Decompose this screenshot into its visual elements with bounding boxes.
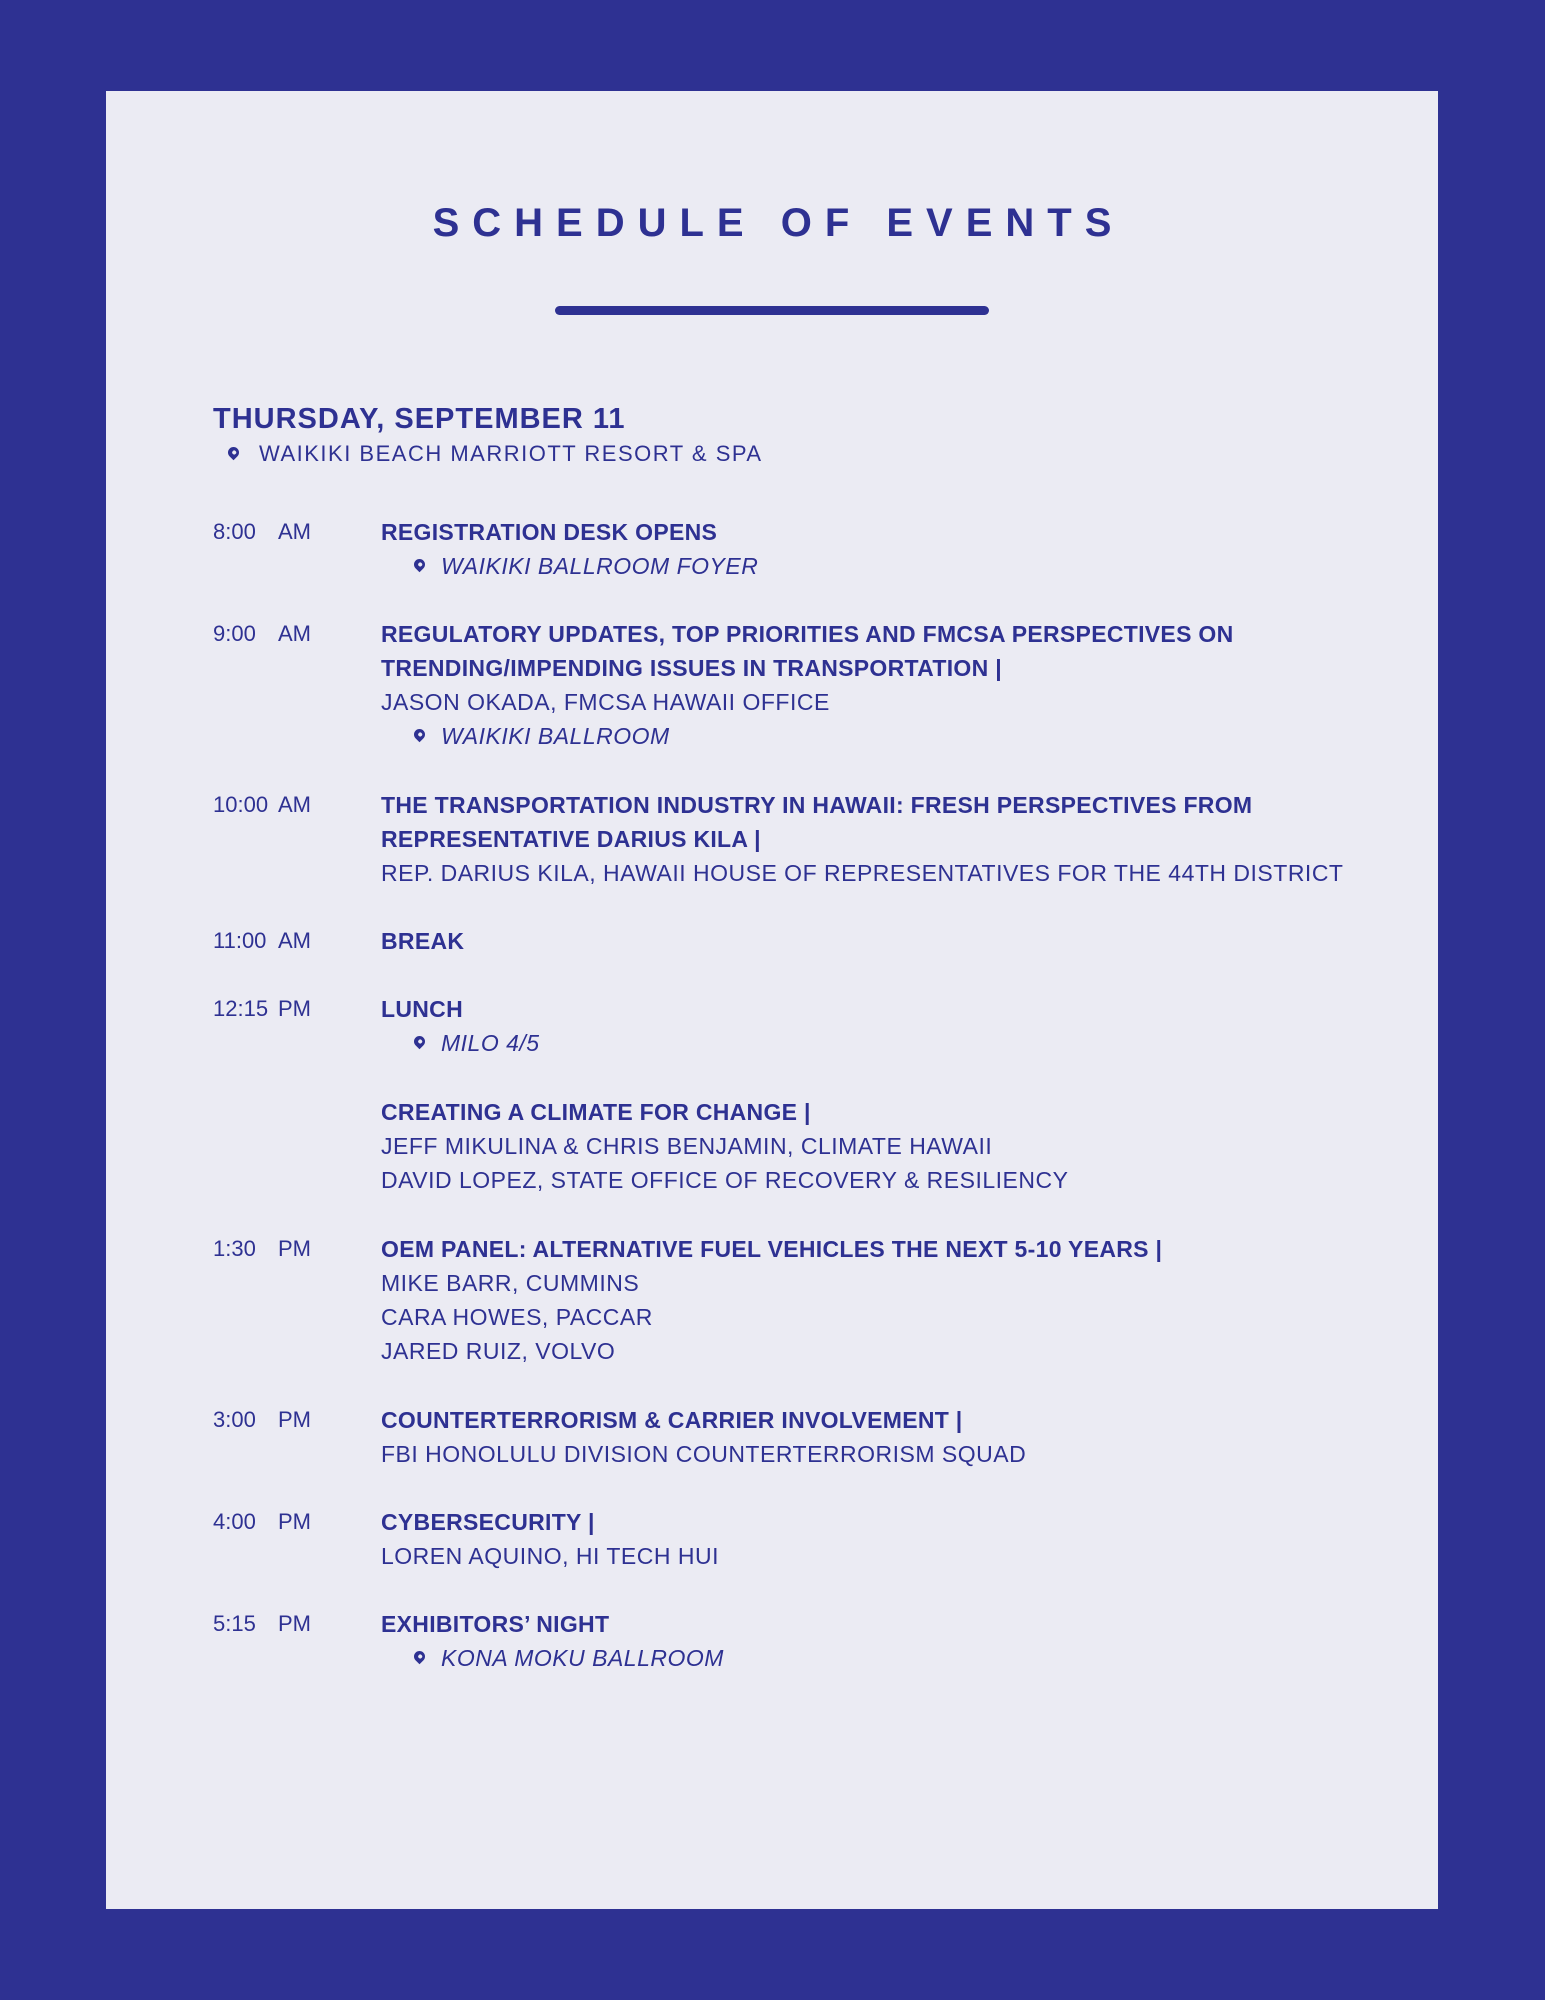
event-speaker: JARED RUIZ, VOLVO	[381, 1338, 616, 1364]
event-speaker: FBI HONOLULU DIVISION COUNTERTERRORISM SQUAD	[381, 1441, 1027, 1467]
event-time	[213, 1505, 363, 1539]
event-content	[381, 515, 1421, 583]
event-title: CREATING A CLIMATE FOR CHANGE |	[381, 1099, 811, 1125]
map-pin-icon	[226, 444, 242, 460]
event-time	[213, 1403, 363, 1437]
event-time	[213, 992, 363, 1026]
event-time-ampm: PM	[278, 1407, 311, 1432]
map-pin-icon	[412, 1033, 428, 1049]
event-title-line: REGULATORY UPDATES, TOP PRIORITIES AND FMCSA PERSPECTIVES ON	[381, 621, 1234, 647]
event-content	[381, 992, 1421, 1060]
event-time-ampm: AM	[278, 519, 311, 544]
event-speaker: JASON OKADA, FMCSA HAWAII OFFICE	[381, 689, 830, 715]
schedule-page	[106, 91, 1438, 1909]
event-time-value: 5:15	[213, 1611, 256, 1636]
event-title: EXHIBITORS’ NIGHT	[381, 1611, 610, 1637]
event-time-ampm: PM	[278, 996, 311, 1021]
event-time-value: 1:30	[213, 1236, 256, 1261]
event-time	[213, 924, 363, 958]
event-time-ampm: AM	[278, 792, 311, 817]
event-time-value: 10:00	[213, 792, 269, 817]
event-time-ampm: PM	[278, 1236, 311, 1261]
event-location	[381, 549, 1421, 583]
event-time-ampm: PM	[278, 1509, 311, 1534]
event-time-value: 12:15	[213, 996, 269, 1021]
event-title: OEM PANEL: ALTERNATIVE FUEL VEHICLES THE NEXT 5-10 YEARS |	[381, 1236, 1163, 1262]
event-speaker: DAVID LOPEZ, STATE OFFICE OF RECOVERY & RESILIENCY	[381, 1167, 1069, 1193]
title-underline	[555, 306, 989, 315]
day-heading: THURSDAY, SEPTEMBER 11	[213, 403, 626, 435]
map-pin-icon	[412, 556, 428, 572]
event-location	[381, 1026, 1421, 1060]
venue-line	[228, 441, 763, 467]
event-speaker: LOREN AQUINO, HI TECH HUI	[381, 1543, 719, 1569]
event-content	[381, 1232, 1421, 1368]
event-time	[213, 515, 363, 549]
event-content	[381, 1403, 1421, 1471]
event-title-line: THE TRANSPORTATION INDUSTRY IN HAWAII: FRESH PERSPECTIVES FROM	[381, 792, 1253, 818]
event-time-value: 8:00	[213, 519, 256, 544]
event-title: COUNTERTERRORISM & CARRIER INVOLVEMENT |	[381, 1407, 963, 1433]
event-content	[381, 924, 1421, 958]
event-speaker: CARA HOWES, PACCAR	[381, 1304, 653, 1330]
event-time-ampm: PM	[278, 1611, 311, 1636]
event-title: LUNCH	[381, 996, 463, 1022]
event-time-ampm: AM	[278, 928, 311, 953]
event-time	[213, 788, 363, 822]
event-speaker: REP. DARIUS KILA, HAWAII HOUSE OF REPRESENTATIVES FOR THE 44TH DISTRICT	[381, 860, 1344, 886]
event-time	[213, 617, 363, 651]
event-content	[381, 1505, 1421, 1573]
event-content	[381, 1095, 1421, 1197]
event-time	[213, 1232, 363, 1266]
event-location	[381, 1641, 1421, 1675]
page-title: SCHEDULE OF EVENTS	[432, 201, 1125, 245]
event-title-line: TRENDING/IMPENDING ISSUES IN TRANSPORTATION |	[381, 655, 1002, 681]
venue-name: WAIKIKI BEACH MARRIOTT RESORT & SPA	[259, 441, 763, 466]
event-speaker: MIKE BARR, CUMMINS	[381, 1270, 640, 1296]
event-time	[213, 1607, 363, 1641]
event-time-value: 11:00	[213, 928, 267, 953]
event-title: CYBERSECURITY |	[381, 1509, 595, 1535]
event-title: REGISTRATION DESK OPENS	[381, 519, 718, 545]
event-content	[381, 1607, 1421, 1675]
event-time-value: 3:00	[213, 1407, 256, 1432]
event-content	[381, 617, 1421, 753]
event-speaker: JEFF MIKULINA & CHRIS BENJAMIN, CLIMATE HAWAII	[381, 1133, 993, 1159]
event-time-value: 4:00	[213, 1509, 256, 1534]
event-location-name: WAIKIKI BALLROOM FOYER	[441, 553, 759, 579]
event-location-name: WAIKIKI BALLROOM	[441, 723, 670, 749]
event-content	[381, 788, 1421, 890]
event-location-name: KONA MOKU BALLROOM	[441, 1645, 724, 1671]
map-pin-icon	[412, 726, 428, 742]
event-time-ampm: AM	[278, 621, 311, 646]
event-time-value: 9:00	[213, 621, 256, 646]
event-title: BREAK	[381, 928, 465, 954]
event-location-name: MILO 4/5	[441, 1030, 540, 1056]
event-title-line: REPRESENTATIVE DARIUS KILA |	[381, 826, 761, 852]
map-pin-icon	[412, 1648, 428, 1664]
event-location	[381, 719, 1421, 753]
